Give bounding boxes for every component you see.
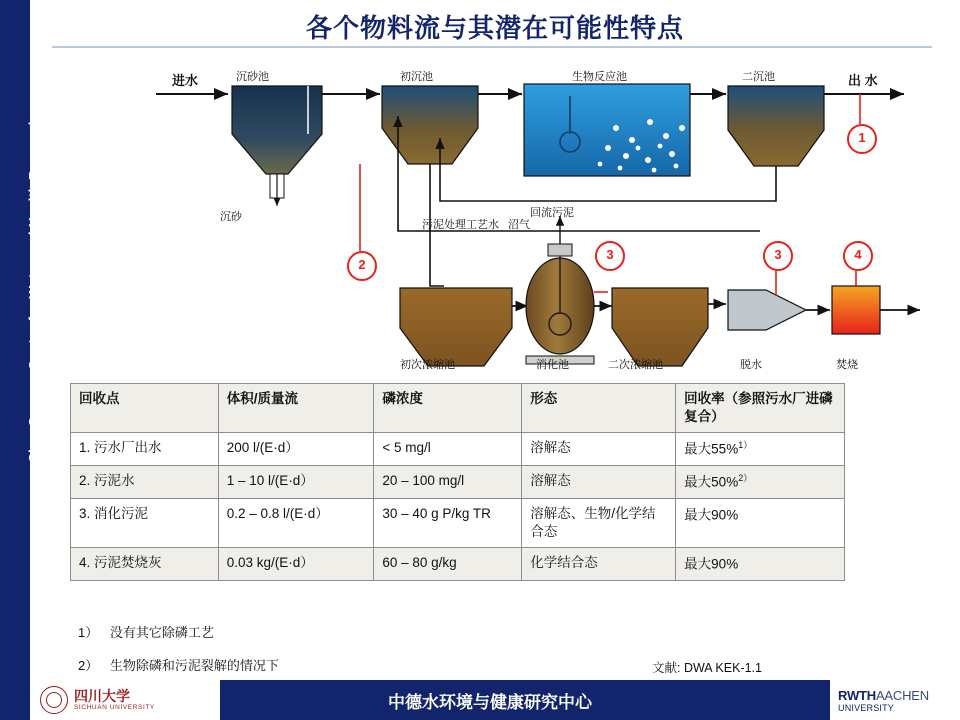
label-process-water: 污泥处理工艺水 bbox=[422, 219, 499, 231]
cell-point: 4. 污泥焚烧灰 bbox=[71, 548, 219, 581]
cell-point: 1. 污水厂出水 bbox=[71, 433, 219, 466]
footnote-2-marker: 2） bbox=[78, 658, 99, 673]
cell-conc: 30 – 40 g P/kg TR bbox=[374, 498, 522, 547]
cell-rate-footnote: 2） bbox=[738, 473, 753, 484]
sichuan-logo-en: SICHUAN UNIVERSITY bbox=[74, 703, 155, 711]
cell-flow: 200 l/(E·d） bbox=[218, 433, 374, 466]
cell-rate-footnote: 1） bbox=[738, 440, 753, 451]
rwth-aachen-logo bbox=[830, 680, 960, 720]
recovery-table-wrapper bbox=[70, 383, 845, 581]
footnote-2 bbox=[78, 655, 279, 674]
recovery-marker-3b: 3 bbox=[763, 241, 793, 271]
label-inflow: 进水 bbox=[172, 73, 199, 88]
cell-rate bbox=[676, 466, 845, 499]
sichuan-university-logo bbox=[30, 680, 220, 720]
cell-form: 化学结合态 bbox=[522, 548, 676, 581]
label-primary-clarifier: 初沉池 bbox=[400, 71, 433, 83]
cell-form: 溶解态、生物/化学结合态 bbox=[522, 498, 676, 547]
footer-center-text: 中德水环境与健康研究中心 bbox=[388, 692, 592, 712]
label-digester: 消化池 bbox=[536, 359, 569, 371]
cell-conc: 20 – 100 mg/l bbox=[374, 466, 522, 499]
footnote-1-marker: 1） bbox=[78, 625, 99, 640]
rwth-thin: AACHEN bbox=[875, 687, 929, 703]
recovery-marker-1: 1 bbox=[847, 124, 877, 154]
label-secondary-thickener: 二次浓缩池 bbox=[608, 359, 663, 371]
col-header-point: 回收点 bbox=[71, 384, 219, 433]
table-row bbox=[71, 466, 845, 499]
cell-rate bbox=[676, 548, 845, 581]
label-primary-thickener: 初次浓缩池 bbox=[400, 359, 455, 371]
rwth-logo-line1 bbox=[838, 688, 960, 703]
page-title: 各个物料流与其潜在可能性特点 bbox=[305, 13, 684, 43]
left-banner-text: Sino-German Centre for Water and Health Research bbox=[26, 116, 42, 463]
label-bio-reactor: 生物反应池 bbox=[572, 71, 627, 83]
col-header-conc: 磷浓度 bbox=[374, 384, 522, 433]
footnote-2-text: 生物除磷和污泥裂解的情况下 bbox=[109, 658, 279, 673]
cell-point: 3. 消化污泥 bbox=[71, 498, 219, 547]
cell-rate bbox=[676, 433, 845, 466]
table-row bbox=[71, 433, 845, 466]
recovery-marker-4: 4 bbox=[843, 241, 873, 271]
cell-form: 溶解态 bbox=[522, 466, 676, 499]
cell-rate-value: 最大90% bbox=[684, 507, 739, 523]
cell-flow: 0.03 kg/(E·d） bbox=[218, 548, 374, 581]
cell-conc: 60 – 80 g/kg bbox=[374, 548, 522, 581]
label-secondary-clarifier: 二沉池 bbox=[742, 71, 775, 83]
cell-rate-value: 最大90% bbox=[684, 556, 739, 572]
label-outflow: 出 水 bbox=[848, 73, 878, 88]
label-grit-chamber: 沉砂池 bbox=[236, 71, 269, 83]
left-banner bbox=[0, 0, 42, 720]
cell-flow: 0.2 – 0.8 l/(E·d） bbox=[218, 498, 374, 547]
col-header-form: 形态 bbox=[522, 384, 676, 433]
label-return-sludge: 回流污泥 bbox=[530, 207, 574, 219]
label-dewatering: 脱水 bbox=[740, 359, 762, 371]
footnote-1 bbox=[78, 622, 214, 641]
label-incineration: 焚烧 bbox=[836, 359, 858, 371]
process-flow-diagram bbox=[60, 56, 940, 376]
table-header-row bbox=[71, 384, 845, 433]
col-header-rate: 回收率（参照污水厂进磷复合） bbox=[676, 384, 845, 433]
cell-rate bbox=[676, 498, 845, 547]
table-row bbox=[71, 548, 845, 581]
title-divider bbox=[52, 46, 932, 48]
source-citation: 文献: DWA KEK-1.1 bbox=[652, 661, 762, 675]
label-biogas: 沼气 bbox=[508, 219, 530, 231]
process-flow-svg bbox=[60, 56, 940, 376]
sichuan-logo-cn: 四川大学 bbox=[74, 688, 130, 705]
recovery-table bbox=[70, 383, 845, 581]
sichuan-seal-icon bbox=[40, 686, 68, 714]
recovery-marker-3a: 3 bbox=[595, 241, 625, 271]
sichuan-logo-text bbox=[74, 689, 155, 711]
col-header-flow: 体积/质量流 bbox=[218, 384, 374, 433]
cell-flow: 1 – 10 l/(E·d） bbox=[218, 466, 374, 499]
cell-rate-value: 最大50% bbox=[684, 474, 739, 490]
rwth-bold: RWTH bbox=[838, 687, 876, 703]
label-grit: 沉砂 bbox=[220, 211, 242, 223]
cell-form: 溶解态 bbox=[522, 433, 676, 466]
cell-point: 2. 污泥水 bbox=[71, 466, 219, 499]
rwth-logo-line2: UNIVERSITY bbox=[838, 702, 895, 713]
recovery-marker-2: 2 bbox=[347, 251, 377, 281]
table-row bbox=[71, 498, 845, 547]
cell-rate-value: 最大55% bbox=[684, 441, 739, 457]
footnote-1-text: 没有其它除磷工艺 bbox=[109, 625, 214, 640]
cell-conc: < 5 mg/l bbox=[374, 433, 522, 466]
